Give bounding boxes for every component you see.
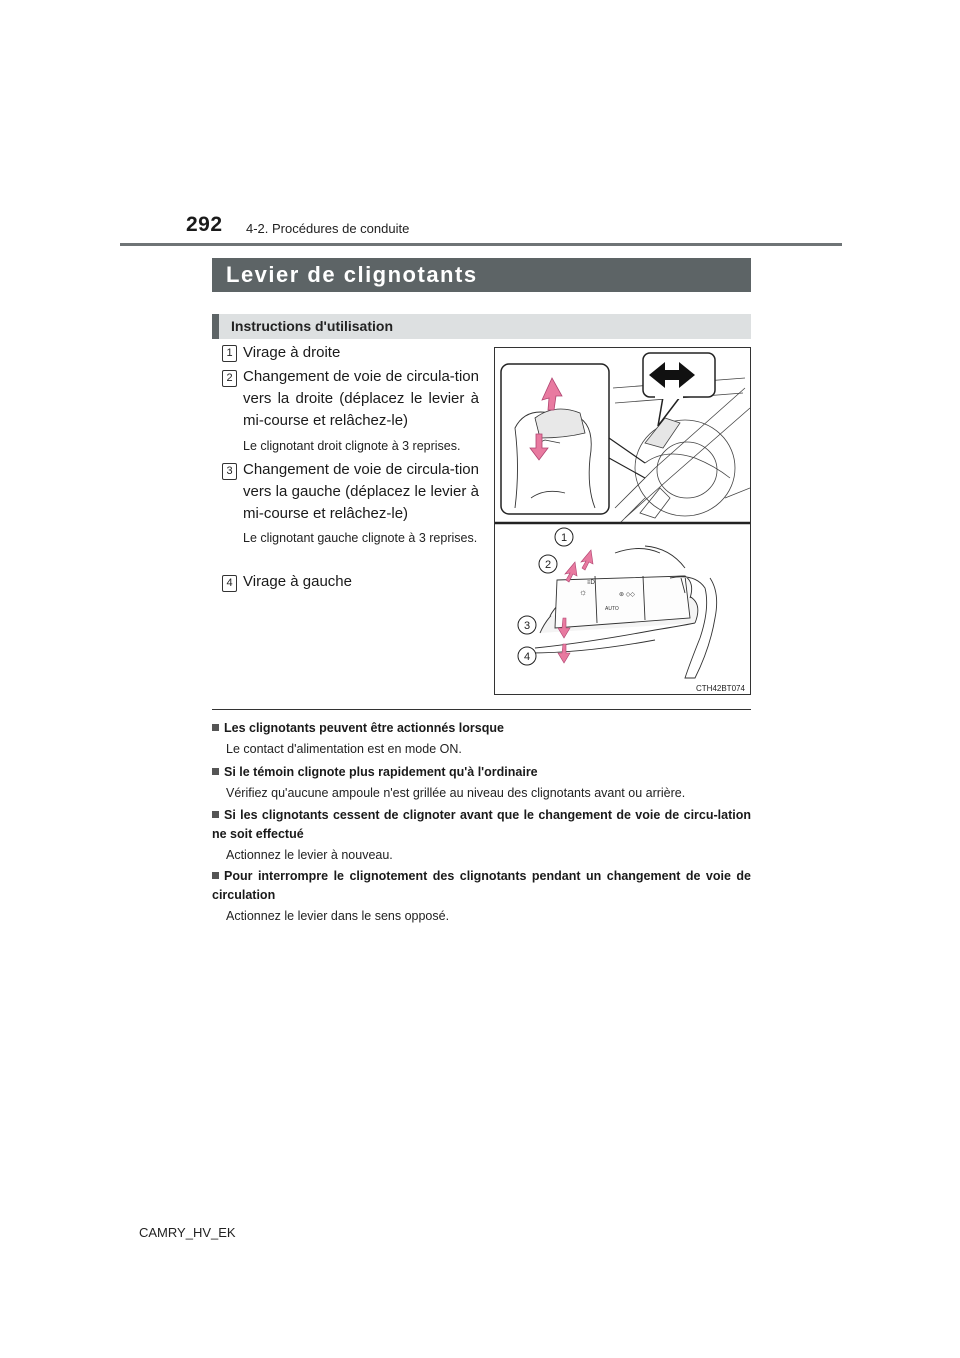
lever-up-arrow-1-icon (581, 550, 593, 570)
note-body-4: Actionnez le levier dans le sens opposé. (226, 909, 450, 923)
callout-2: 2 (544, 559, 552, 571)
dashboard-drawing (613, 378, 750, 523)
figure-code: CTH42BT074 (696, 684, 745, 693)
note-heading-1: Les clignotants peuvent être actionnés lorsque (212, 719, 751, 738)
document-code: CAMRY_HV_EK (139, 1225, 236, 1240)
note-heading-2: Si le témoin clignote plus rapidement qu'à l'ordinaire (212, 763, 751, 782)
subsection-title: Instructions d'utilisation (212, 314, 751, 339)
item-number-4: 4 (222, 575, 237, 592)
section-divider (212, 709, 751, 710)
callout-4: 4 (523, 651, 531, 663)
callout-3: 3 (523, 620, 531, 632)
item-number-2: 2 (222, 370, 237, 387)
note-body-1: Le contact d'alimentation est en mode ON. (226, 742, 462, 756)
item-text-3: Changement de voie de circula-tion vers la gauche (déplacez le levier à mi-course et relâchez-le) (243, 461, 479, 522)
item-text-4: Virage à gauche (243, 573, 352, 590)
page-title: Levier de clignotants (212, 258, 751, 292)
lever-auto-label: AUTO (605, 606, 619, 612)
item-number-1: 1 (222, 345, 237, 362)
item-note-2: Le clignotant droit clignote à 3 reprises. (243, 439, 461, 453)
lever-down-arrow-4-icon (558, 644, 570, 663)
fog-light-icon: ⊛ ◇◇ (619, 592, 635, 598)
note-heading-4: Pour interrompre le clignotement des clignotants pendant un changement de voie de circulation (212, 869, 751, 902)
bullet-square-icon (212, 768, 219, 775)
bullet-square-icon (212, 724, 219, 731)
note-body-3: Actionnez le levier à nouveau. (226, 848, 393, 862)
bullet-square-icon (212, 811, 219, 818)
page-number: 292 (186, 213, 223, 236)
inset-drawing (501, 364, 645, 514)
note-body-2: Vérifiez qu'aucune ampoule n'est grillée au niveau des clignotants avant ou arrière. (226, 786, 686, 800)
item-note-3: Le clignotant gauche clignote à 3 reprises. (243, 531, 478, 545)
note-heading-3: Si les clignotants cessent de clignoter avant que le changement de voie de circu-lation ne soit effectué (212, 808, 751, 841)
bubble-drawing (643, 353, 715, 426)
header-rule (120, 243, 842, 246)
turn-signal-illustration (494, 347, 751, 695)
bullet-square-icon (212, 872, 219, 879)
lever-drawing (530, 546, 717, 678)
marker-icon: ≡D (587, 580, 595, 586)
item-number-3: 3 (222, 463, 237, 480)
section-label: 4-2. Procédures de conduite (246, 221, 410, 236)
callout-1: 1 (560, 532, 568, 544)
headlight-icon: ☼ (579, 587, 588, 597)
item-text-1: Virage à droite (243, 344, 341, 361)
item-text-2: Changement de voie de circula-tion vers la droite (déplacez le levier à mi-course et relâchez-le) (243, 368, 479, 429)
